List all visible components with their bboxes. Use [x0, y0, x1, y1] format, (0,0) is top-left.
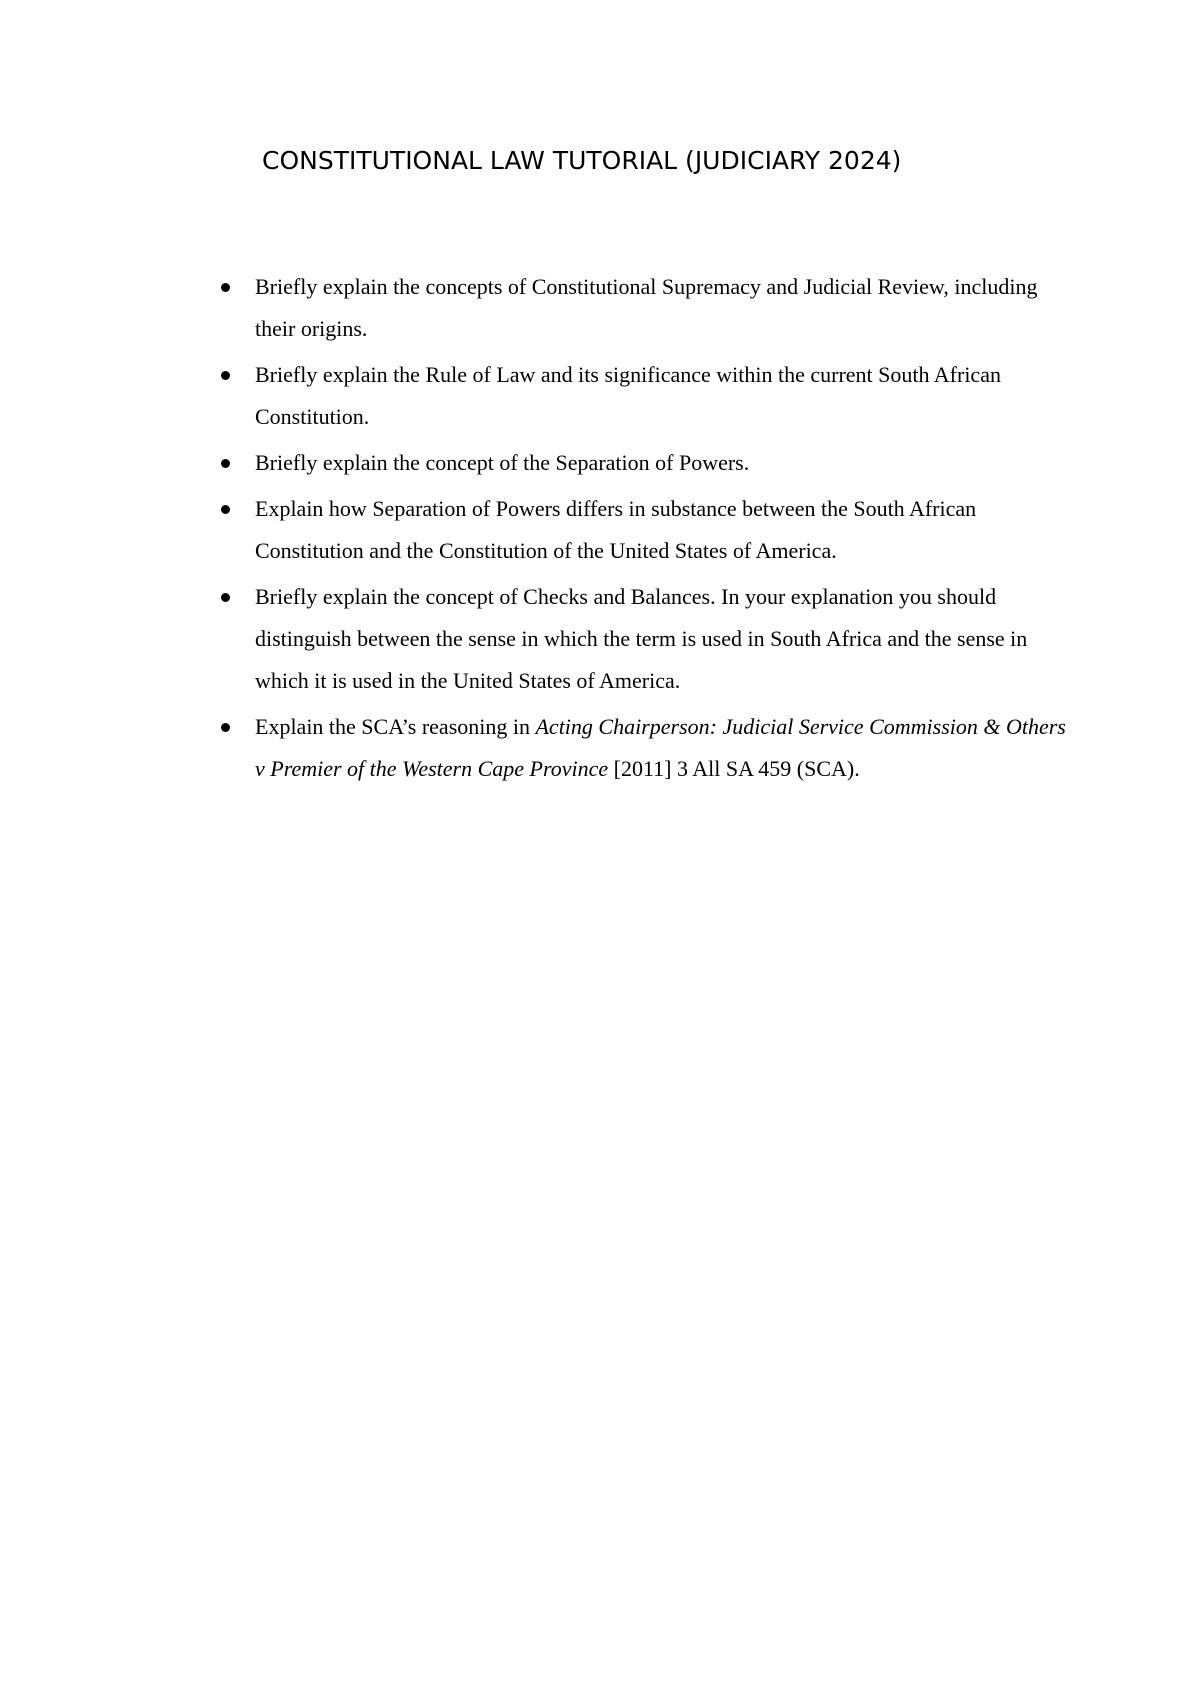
- document-title: CONSTITUTIONAL LAW TUTORIAL (JUDICIARY 2024): [262, 146, 902, 175]
- question-text-intro: Explain the SCA’s reasoning in: [255, 714, 536, 739]
- question-item: [210, 706, 1070, 790]
- question-item: [210, 266, 1070, 350]
- question-text: Explain how Separation of Powers differs in substance between the South African Constitution and the Constitution of the United States of America.: [255, 496, 977, 563]
- bullet-icon: [221, 459, 230, 468]
- question-item: [210, 576, 1070, 702]
- question-text: Briefly explain the Rule of Law and its significance within the current South African Constitution.: [255, 362, 1001, 429]
- question-item: [210, 354, 1070, 438]
- question-text: Briefly explain the concept of Checks and Balances. In your explanation you should distinguish between the sense in which the term is used in South Africa and the sense in which it is used in the United States of America.: [255, 584, 1028, 693]
- case-name: Acting Chairperson: Judicial Service Commission & Others v Premier of the Western Cape Province: [255, 714, 1066, 781]
- bullet-icon: [221, 723, 230, 732]
- bullet-icon: [221, 505, 230, 514]
- question-text: [255, 714, 1066, 781]
- bullet-icon: [221, 593, 230, 602]
- bullet-icon: [221, 371, 230, 380]
- question-item: [210, 442, 1070, 484]
- question-item: [210, 488, 1070, 572]
- case-citation: [2011] 3 All SA 459 (SCA).: [608, 756, 860, 781]
- question-text: Briefly explain the concept of the Separation of Powers.: [255, 450, 750, 475]
- question-list: [210, 266, 1070, 794]
- bullet-icon: [221, 283, 230, 292]
- question-text: Briefly explain the concepts of Constitutional Supremacy and Judicial Review, including their origins.: [255, 274, 1038, 341]
